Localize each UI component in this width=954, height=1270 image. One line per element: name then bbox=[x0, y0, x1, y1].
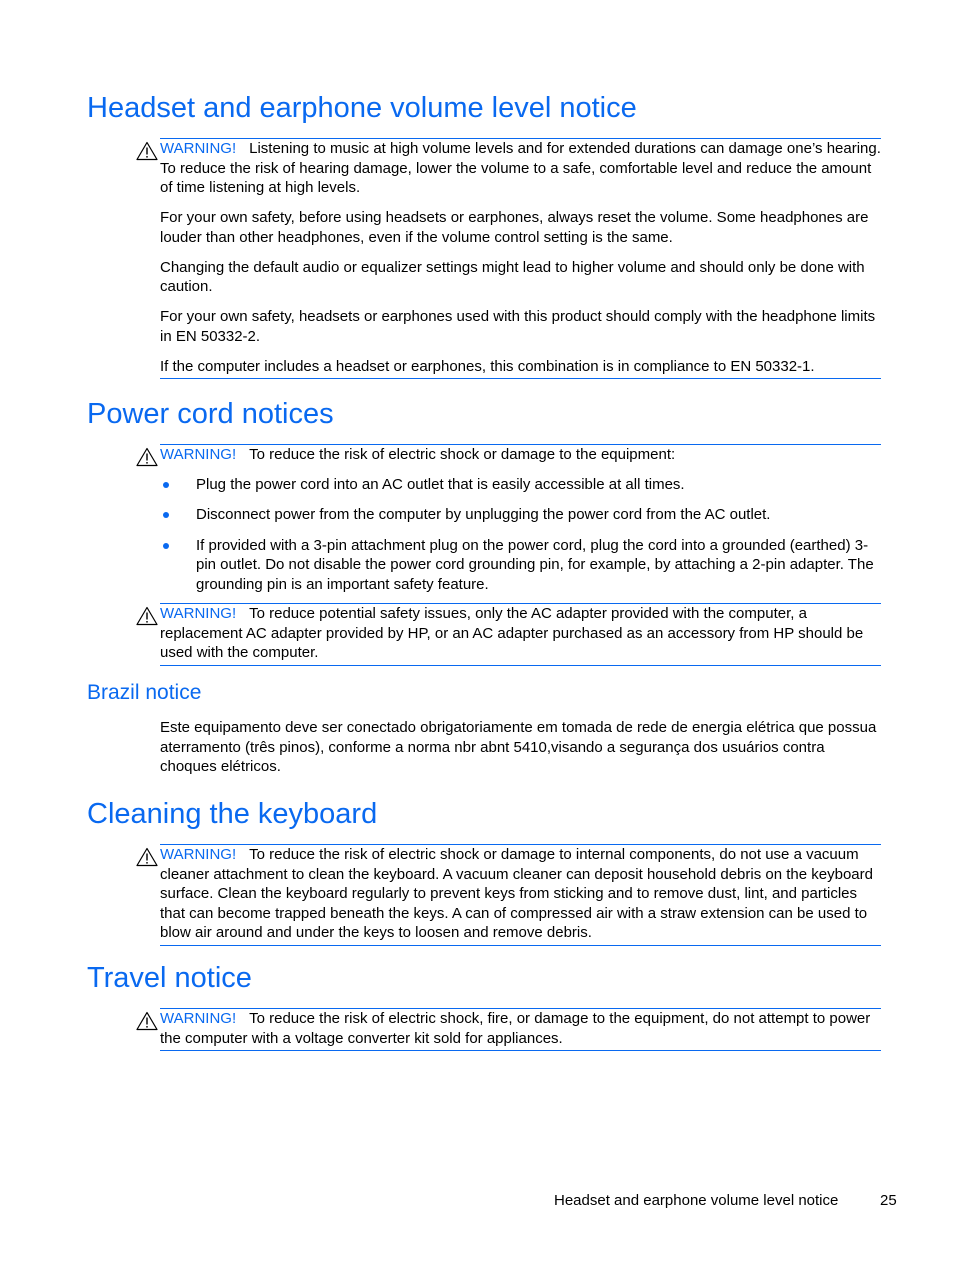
brazil-notice-text-block bbox=[160, 718, 881, 779]
warning-paragraph bbox=[160, 845, 881, 943]
warning-text: To reduce the risk of electric shock or damage to internal components, do not use a vacuum cleaner attachment to clean the keyboard. A vacuum cleaner can deposit household debris on the keyboard surface. Clean the keyboard regularly to prevent keys from sticking and to remove dust, lint, and particles that can become trapped beneath the keys. A can of compressed air with a straw extension can be used to blow air around and under the keys to loosen and remove debris. bbox=[160, 846, 873, 941]
list-item-text: Plug the power cord into an AC outlet that is easily accessible at all times. bbox=[196, 475, 685, 493]
warning-box-ac-adapter bbox=[160, 603, 881, 666]
warning-triangle-icon bbox=[136, 847, 158, 867]
warning-triangle-icon bbox=[136, 447, 158, 467]
warning-paragraph bbox=[160, 139, 881, 198]
warning-triangle-icon bbox=[136, 141, 158, 161]
footer-page-number: 25 bbox=[880, 1192, 897, 1209]
heading-cleaning-keyboard: Cleaning the keyboard bbox=[87, 798, 378, 830]
warning-label: WARNING! bbox=[160, 846, 237, 863]
heading-brazil-notice: Brazil notice bbox=[87, 681, 202, 704]
list-item bbox=[160, 536, 881, 595]
body-paragraph: For your own safety, before using headsets or earphones, always reset the volume. Some headphones are louder than other headphones, even if the volume control setting is the same. bbox=[160, 209, 869, 246]
warning-label: WARNING! bbox=[160, 446, 237, 463]
warning-box-headset bbox=[160, 138, 881, 379]
list-item bbox=[160, 505, 881, 525]
body-paragraph: For your own safety, headsets or earphones used with this product should comply with the headphone limits in EN 50332-2. bbox=[160, 308, 876, 345]
warning-box-power-cord bbox=[160, 444, 881, 605]
list-item-text: Disconnect power from the computer by unplugging the power cord from the AC outlet. bbox=[196, 506, 771, 523]
body-paragraph: Changing the default audio or equalizer settings might lead to higher volume and should only be done with caution. bbox=[160, 258, 865, 295]
warning-paragraph bbox=[160, 1009, 881, 1048]
warning-label: WARNING! bbox=[160, 1010, 237, 1027]
heading-travel-notice: Travel notice bbox=[87, 962, 252, 994]
bullet-list bbox=[160, 475, 881, 595]
warning-box-keyboard bbox=[160, 844, 881, 946]
warning-text: Listening to music at high volume levels and for extended durations can damage one’s hearing. To reduce the risk of hearing damage, lower the volume to a safe, comfortable level and reduce the amount of time listening at high levels. bbox=[160, 140, 881, 196]
warning-label: WARNING! bbox=[160, 140, 237, 157]
list-item bbox=[160, 475, 881, 495]
warning-text: To reduce the risk of electric shock or damage to the equipment: bbox=[249, 446, 676, 463]
warning-triangle-icon bbox=[136, 1011, 158, 1031]
warning-text: To reduce potential safety issues, only the AC adapter provided with the computer, a replacement AC adapter provided by HP, or an AC adapter purchased as an accessory from HP should be used with the computer. bbox=[160, 605, 864, 661]
body-paragraph: If the computer includes a headset or earphones, this combination is in compliance to EN 50332-1. bbox=[160, 357, 815, 375]
warning-label: WARNING! bbox=[160, 605, 237, 622]
heading-power-cord-notices: Power cord notices bbox=[87, 398, 334, 430]
bullet-dot-icon bbox=[163, 543, 169, 549]
list-item-text: If provided with a 3-pin attachment plug on the power cord, plug the cord into a grounded (earthed) 3-pin outlet. Do not disable the power cord grounding pin, for example, by attaching a 2-pin adapter. The grounding pin is an important safety feature. bbox=[196, 536, 874, 593]
warning-paragraph bbox=[160, 445, 881, 465]
warning-box-travel bbox=[160, 1008, 881, 1051]
warning-triangle-icon bbox=[136, 606, 158, 626]
footer-section-title: Headset and earphone volume level notice bbox=[554, 1192, 839, 1209]
warning-paragraph bbox=[160, 604, 881, 663]
bullet-dot-icon bbox=[163, 482, 169, 488]
warning-text: To reduce the risk of electric shock, fire, or damage to the equipment, do not attempt to power the computer with a voltage converter kit sold for appliances. bbox=[160, 1010, 871, 1047]
bullet-dot-icon bbox=[163, 512, 169, 518]
heading-headset-volume-notice: Headset and earphone volume level notice bbox=[87, 92, 637, 124]
body-paragraph: Este equipamento deve ser conectado obrigatoriamente em tomada de rede de energia elétrica que possua aterramento (três pinos), conforme a norma nbr abnt 5410,visando a segurança dos usuários contra choques elétricos. bbox=[160, 719, 877, 775]
